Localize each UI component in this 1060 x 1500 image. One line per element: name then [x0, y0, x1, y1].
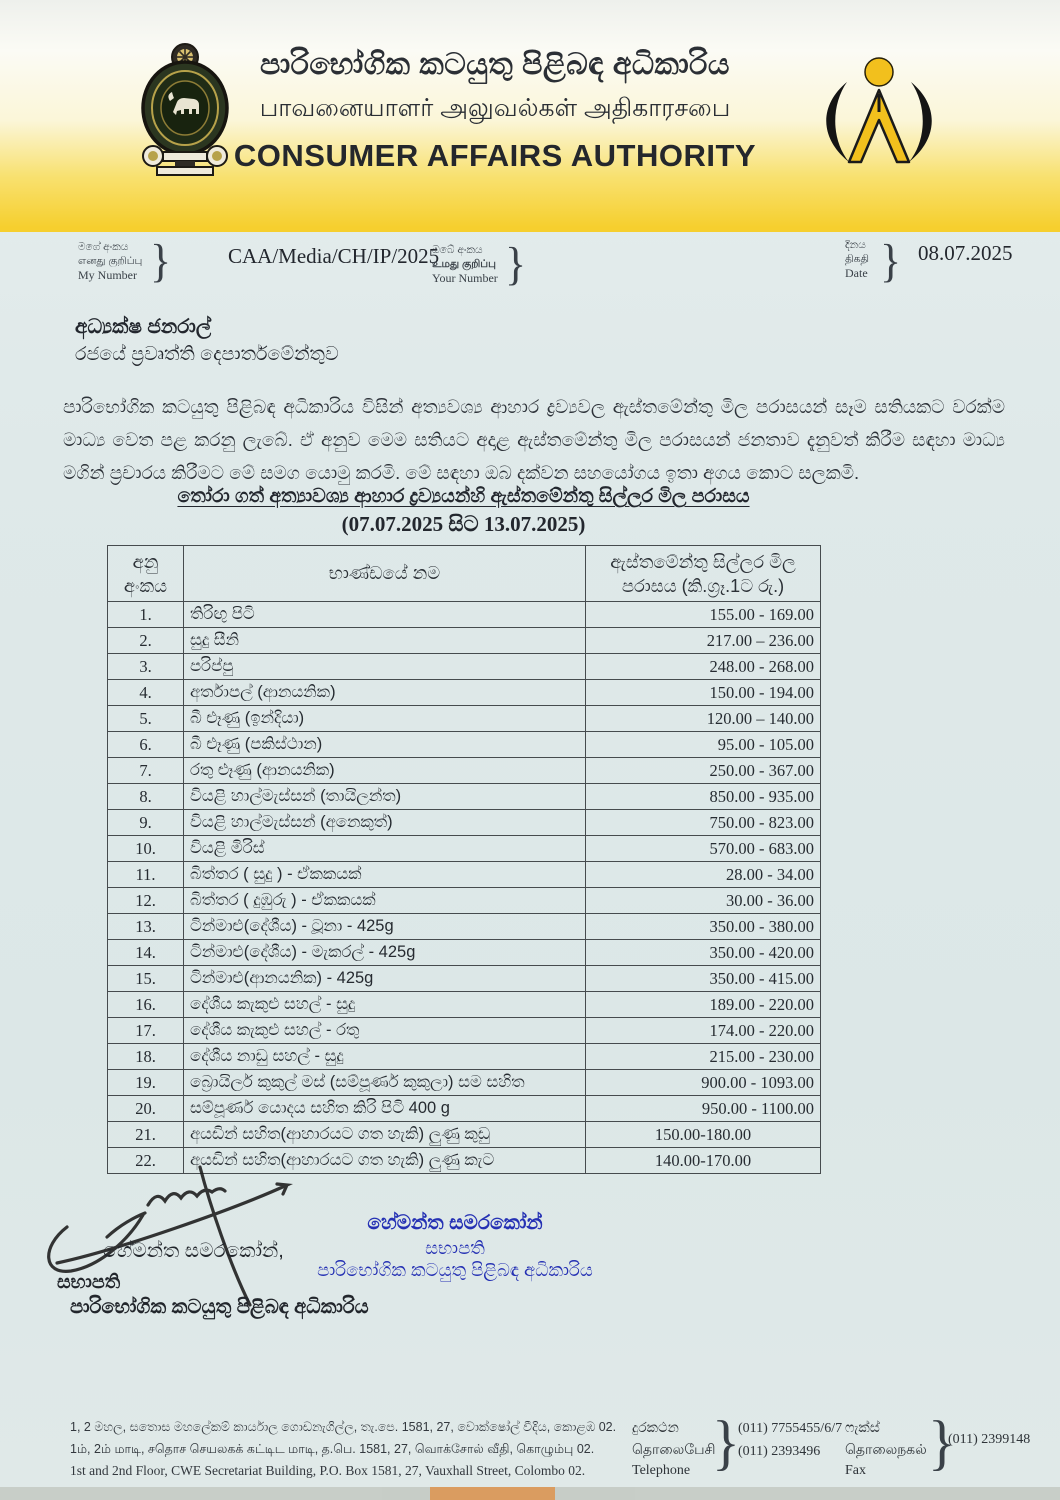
row-price-range: 189.00 - 220.00	[586, 992, 821, 1018]
row-price-range: 850.00 - 935.00	[586, 784, 821, 810]
row-item-name: රතු ළූණු (ආනයනික)	[184, 758, 586, 784]
my-number-label: මගේ අංකය எனது குறிப்பு My Number	[78, 241, 143, 282]
col-header-item: භාණ්ඩයේ නම	[184, 546, 586, 602]
row-price-range: 140.00-170.00	[586, 1148, 821, 1174]
org-name-english: CONSUMER AFFAIRS AUTHORITY	[233, 138, 757, 173]
table-title: තෝරා ගත් අත්‍යාවශ්‍ය ආහාර ද්‍රව්‍යයන්හි ඇස්තමේන්තු සිල්ලර මිල පරාසය	[177, 486, 750, 507]
recipient-department: රජයේ ප්‍රවෘත්ති දෙපාර්තමේන්තුව	[75, 344, 339, 365]
row-price-range: 215.00 - 230.00	[586, 1044, 821, 1070]
table-row	[108, 914, 821, 940]
table-row	[108, 810, 821, 836]
telephone-brace: }	[712, 1408, 740, 1477]
col-header-price: ඇස්තමේන්තු සිල්ලර මිල පරාසය (කි.ග්‍රෑ.1ට රු.)	[586, 546, 821, 602]
table-header-row	[108, 546, 821, 602]
scan-bottom-strip-accent	[430, 1487, 555, 1500]
your-number-brace: }	[505, 238, 527, 291]
row-item-name: වියළි හාල්මැස්සන් (අනෙකුත්)	[184, 810, 586, 836]
row-price-range: 155.00 - 169.00	[586, 602, 821, 628]
row-serial: 9.	[108, 810, 184, 836]
row-price-range: 350.00 - 415.00	[586, 966, 821, 992]
table-row	[108, 836, 821, 862]
signatory-title: සභාපති	[57, 1272, 121, 1293]
row-serial: 3.	[108, 654, 184, 680]
price-table	[107, 545, 821, 1174]
your-number-label: ඔබේ අංකය உமது குறிப்பு Your Number	[432, 244, 498, 285]
row-price-range: 30.00 - 36.00	[586, 888, 821, 914]
my-number-value: CAA/Media/CH/IP/2025	[228, 244, 440, 268]
letter-body: පාරිභෝගික කටයුතු පිළිබඳ අධිකාරිය විසින් අත්‍යවශ්‍ය ආහාර ද්‍රව්‍යවල ඇස්තමේන්තු මිල පරාසයන් සෑම සතියකට වරක්ම මාධ්‍ය වෙත පළ කරනු ලැබේ. ඒ අනුව මෙම සතියට අදාළ ඇස්තමේන්තු මිල පරාසයන් ජනතාව දැනුවත් කිරීම සඳහා මාධ්‍ය මගින් ප්‍රචාරය කිරීමට මේ සමග යොමු කරමි. මේ සඳහා ඔබ දක්වන සහයෝගය ඉතා අගය කොට සලකමි.	[63, 396, 1005, 483]
row-serial: 22.	[108, 1148, 184, 1174]
row-item-name: පරිප්පු	[184, 654, 586, 680]
row-price-range: 95.00 - 105.00	[586, 732, 821, 758]
footer-address	[70, 1416, 616, 1482]
recipient-title: අධ්‍යක්ෂ ජනරාල්	[75, 316, 212, 338]
table-row	[108, 628, 821, 654]
caa-logo-icon	[803, 50, 955, 185]
telephone-numbers: (011) 7755455/6/7 (011) 2393496	[738, 1421, 843, 1459]
row-serial: 4.	[108, 680, 184, 706]
org-name-tamil: பாவனையாளர் அலுவல்கள் அதிகாரசபை	[259, 94, 731, 122]
row-item-name: බිත්තර ( දුඹුරු ) - ඒකකයක්	[184, 888, 586, 914]
table-row	[108, 732, 821, 758]
row-price-range: 28.00 - 34.00	[586, 862, 821, 888]
table-row	[108, 602, 821, 628]
table-row	[108, 706, 821, 732]
org-name-sinhala: පාරිභෝගික කටයුතු පිළිබඳ අධිකාරිය	[260, 48, 730, 81]
row-price-range: 120.00 – 140.00	[586, 706, 821, 732]
signatory-organization: පාරිභෝගික කටයුතු පිළිබඳ අධිකාරිය	[70, 1296, 369, 1318]
address-sinhala: 1, 2 මහල, සතොස මහලේකම් කාර්යාල ගොඩනැගිල්ල, තැ.පෙ. 1581, 27, වොක්ෂෝල් වීදිය, කොළඹ 02.	[70, 1420, 617, 1434]
telephone-label: දුරකථන தொலைபேசி Telephone	[632, 1419, 716, 1478]
row-serial: 10.	[108, 836, 184, 862]
row-serial: 1.	[108, 602, 184, 628]
row-item-name: බී ළූණු (පකිස්ථාන)	[184, 732, 586, 758]
price-table-body	[108, 602, 821, 1174]
row-price-range: 150.00 - 194.00	[586, 680, 821, 706]
row-item-name: ටින්මාළු(දේශීය) - මැකරල් - 425g	[184, 940, 586, 966]
row-serial: 2.	[108, 628, 184, 654]
row-price-range: 174.00 - 220.00	[586, 1018, 821, 1044]
table-row	[108, 758, 821, 784]
date-brace: }	[880, 235, 902, 288]
table-row	[108, 680, 821, 706]
row-price-range: 350.00 - 420.00	[586, 940, 821, 966]
row-price-range: 150.00-180.00	[586, 1122, 821, 1148]
table-row	[108, 1044, 821, 1070]
table-row	[108, 1018, 821, 1044]
row-serial: 17.	[108, 1018, 184, 1044]
row-item-name: ටින්මාළු(ආනයනික) - 425g	[184, 966, 586, 992]
row-serial: 20.	[108, 1096, 184, 1122]
address-tamil: 1ம், 2ம் மாடி, சதொச செயலகக் கட்டிட மாடி, த.பெ. 1581, 27, வொக்சோல் வீதி, கொழும்பு 02.	[70, 1442, 595, 1456]
row-item-name: බිත්තර ( සුදු ) - ඒකකයක්	[184, 862, 586, 888]
my-number-brace: }	[150, 235, 172, 288]
row-serial: 21.	[108, 1122, 184, 1148]
row-price-range: 350.00 - 380.00	[586, 914, 821, 940]
row-serial: 12.	[108, 888, 184, 914]
row-serial: 15.	[108, 966, 184, 992]
row-item-name: සම්පූර්ණ යොදය සහිත කිරි පිටි 400 g	[184, 1096, 586, 1122]
table-row	[108, 966, 821, 992]
date-label: දිනය திகதி Date	[845, 239, 869, 280]
row-price-range: 570.00 - 683.00	[586, 836, 821, 862]
row-serial: 5.	[108, 706, 184, 732]
table-row	[108, 784, 821, 810]
table-row	[108, 1122, 821, 1148]
row-item-name: සුදු සීනි	[184, 628, 586, 654]
row-serial: 19.	[108, 1070, 184, 1096]
row-item-name: දේශීය කැකුළු සහල් - සුදු	[184, 992, 586, 1018]
row-serial: 8.	[108, 784, 184, 810]
scan-bottom-strip	[0, 1487, 1060, 1500]
row-item-name: දේශීය කැකුළු සහල් - රතු	[184, 1018, 586, 1044]
row-serial: 11.	[108, 862, 184, 888]
fax-label: ෆැක්ස් தொலைநகல் Fax	[845, 1419, 927, 1478]
row-serial: 7.	[108, 758, 184, 784]
row-item-name: අර්තාපල් (ආනයනික)	[184, 680, 586, 706]
row-serial: 18.	[108, 1044, 184, 1070]
row-serial: 6.	[108, 732, 184, 758]
table-row	[108, 888, 821, 914]
table-period: (07.07.2025 සිට 13.07.2025)	[341, 512, 586, 536]
table-row	[108, 654, 821, 680]
table-row	[108, 992, 821, 1018]
row-price-range: 250.00 - 367.00	[586, 758, 821, 784]
row-serial: 14.	[108, 940, 184, 966]
row-item-name: අයඩින් සහිත(ආහාරයට ගත හැකි) ලුණු කුඩු	[184, 1122, 586, 1148]
row-item-name: බ්‍රොයිලර් කුකුල් මස් (සම්පූර්ණ කුකුලා) සම සහිත	[184, 1070, 586, 1096]
row-item-name: වියළි හාල්මැස්සන් (තායිලන්ත)	[184, 784, 586, 810]
date-value: 08.07.2025	[918, 241, 1013, 265]
row-item-name: ටින්මාළු(දේශීය) - ටූනා - 425g	[184, 914, 586, 940]
row-item-name: අයඩින් සහිත(ආහාරයට ගත හැකි) ලුණු කැට	[184, 1148, 586, 1174]
row-price-range: 248.00 - 268.00	[586, 654, 821, 680]
signatory-name: හේමන්ත සමරකෝන්,	[103, 1240, 284, 1262]
row-price-range: 750.00 - 823.00	[586, 810, 821, 836]
col-header-serial: අනු අංකය	[108, 546, 184, 602]
fax-brace: }	[928, 1408, 956, 1477]
table-row	[108, 1096, 821, 1122]
row-price-range: 217.00 – 236.00	[586, 628, 821, 654]
table-row	[108, 862, 821, 888]
row-serial: 16.	[108, 992, 184, 1018]
row-price-range: 950.00 - 1100.00	[586, 1096, 821, 1122]
address-english: 1st and 2nd Floor, CWE Secretariat Building, P.O. Box 1581, 27, Vauxhall Street, Colombo 02.	[70, 1463, 586, 1478]
row-item-name: බී ළූණු (ඉන්දියා)	[184, 706, 586, 732]
row-item-name: වියළි මිරිස්	[184, 836, 586, 862]
table-row	[108, 1070, 821, 1096]
table-row	[108, 940, 821, 966]
row-serial: 13.	[108, 914, 184, 940]
row-price-range: 900.00 - 1093.00	[586, 1070, 821, 1096]
fax-number: (011) 2399148	[948, 1432, 1031, 1447]
row-item-name: තිරිඟු පිටි	[184, 602, 586, 628]
header-titles	[170, 48, 820, 174]
chairman-stamp: හේමන්ත සමරකෝන් සභාපති පාරිභෝගික කටයුතු පිළිබඳ අධිකාරිය	[317, 1212, 593, 1280]
row-item-name: දේශීය නාඩු සහල් - සුදු	[184, 1044, 586, 1070]
